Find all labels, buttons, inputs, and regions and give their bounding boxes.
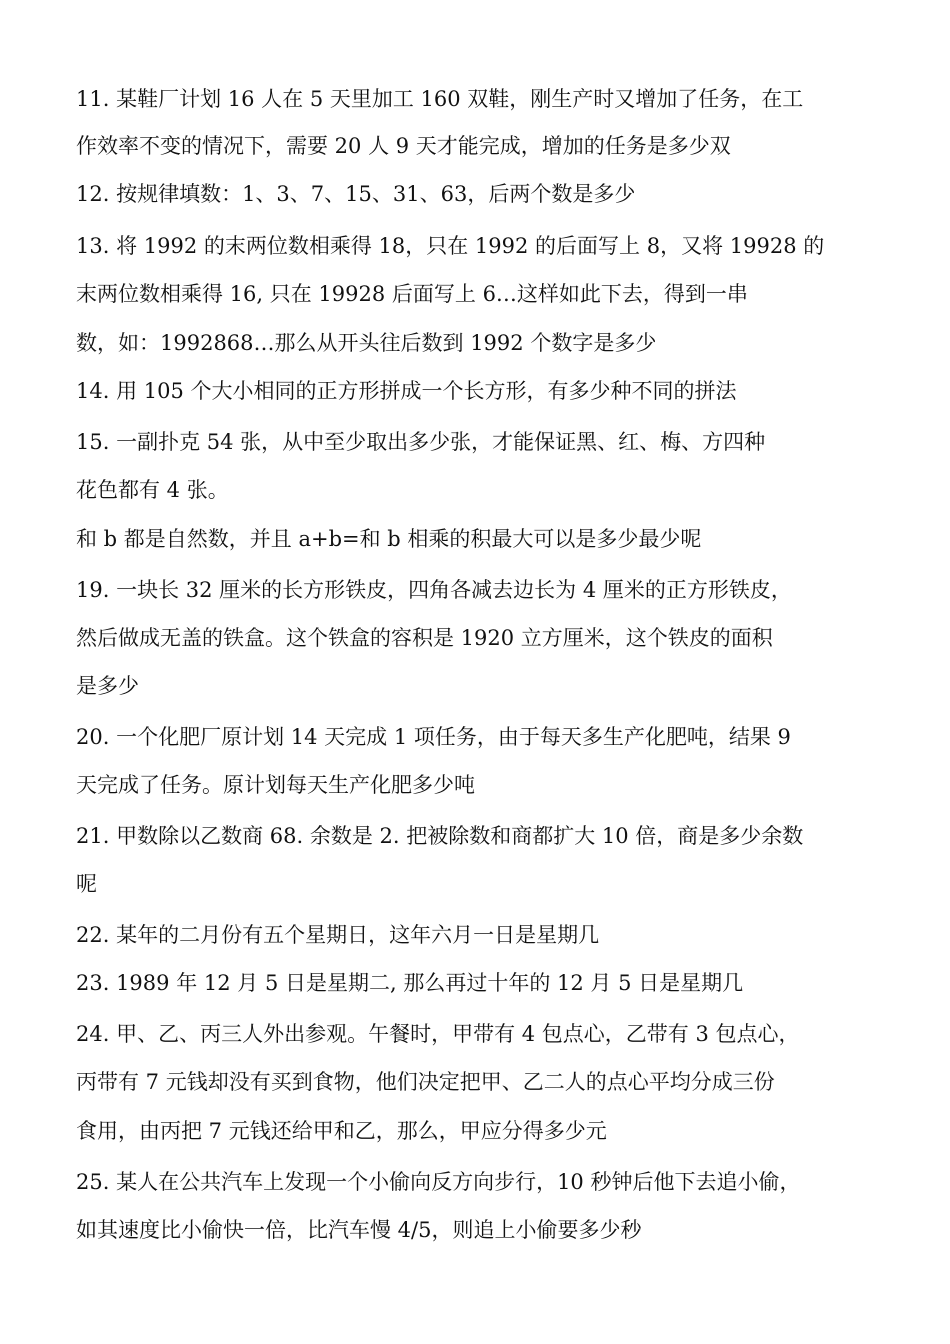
- text-line-q24-part2: 丙带有 7 元钱却没有买到食物，他们决定把甲、乙二人的点心平均分成三份: [76, 1070, 775, 1094]
- text-line-q13-part3: 数，如：1992868…那么从开头往后数到 1992 个数字是多少: [76, 331, 657, 355]
- text-line-q21-part1: 21. 甲数除以乙数商 68. 余数是 2. 把被除数和商都扩大 10 倍，商是多少余数: [76, 824, 804, 848]
- text-line-q19-part2: 然后做成无盖的铁盒。这个铁盒的容积是 1920 立方厘米，这个铁皮的面积: [76, 626, 773, 650]
- text-line-q14: 14. 用 105 个大小相同的正方形拼成一个长方形，有多少种不同的拼法: [76, 379, 737, 403]
- text-line-q19-part3: 是多少: [76, 674, 139, 698]
- text-line-q13-part1: 13. 将 1992 的末两位数相乘得 18，只在 1992 的后面写上 8，又将 19928 的: [76, 234, 825, 258]
- text-line-q20-part2: 天完成了任务。原计划每天生产化肥多少吨: [76, 773, 475, 797]
- text-line-q24-part3: 食用，由丙把 7 元钱还给甲和乙，那么，甲应分得多少元: [76, 1119, 607, 1143]
- text-line-q11-part1: 11. 某鞋厂计划 16 人在 5 天里加工 160 双鞋，刚生产时又增加了任务，在工: [76, 87, 804, 111]
- text-line-q11-part2: 作效率不变的情况下，需要 20 人 9 天才能完成，增加的任务是多少双: [76, 134, 731, 158]
- text-line-q13-part2: 末两位数相乘得 16, 只在 19928 后面写上 6…这样如此下去，得到一串: [76, 282, 748, 306]
- text-line-fragment: 和 b 都是自然数，并且 a+b=和 b 相乘的积最大可以是多少最少呢: [76, 527, 702, 551]
- text-line-q19-part1: 19. 一块长 32 厘米的长方形铁皮，四角各减去边长为 4 厘米的正方形铁皮，: [76, 578, 792, 602]
- text-line-q22: 22. 某年的二月份有五个星期日，这年六月一日是星期几: [76, 923, 600, 947]
- text-line-q25-part1: 25. 某人在公共汽车上发现一个小偷向反方向步行，10 秒钟后他下去追小偷，: [76, 1170, 801, 1194]
- text-line-q25-part2: 如其速度比小偷快一倍，比汽车慢 4/5，则追上小偷要多少秒: [76, 1218, 642, 1242]
- text-line-q12: 12. 按规律填数：1、3、7、15、31、63，后两个数是多少: [76, 182, 636, 206]
- text-line-q15-part2: 花色都有 4 张。: [76, 478, 229, 502]
- text-line-q24-part1: 24. 甲、乙、丙三人外出参观。午餐时，甲带有 4 包点心，乙带有 3 包点心，: [76, 1022, 800, 1046]
- text-line-q20-part1: 20. 一个化肥厂原计划 14 天完成 1 项任务，由于每天多生产化肥吨，结果 9: [76, 725, 791, 749]
- text-line-q21-part2: 呢: [76, 872, 97, 896]
- text-line-q15-part1: 15. 一副扑克 54 张，从中至少取出多少张，才能保证黑、红、梅、方四种: [76, 430, 766, 454]
- text-line-q23: 23. 1989 年 12 月 5 日是星期二, 那么再过十年的 12 月 5 日是星期几: [76, 971, 744, 995]
